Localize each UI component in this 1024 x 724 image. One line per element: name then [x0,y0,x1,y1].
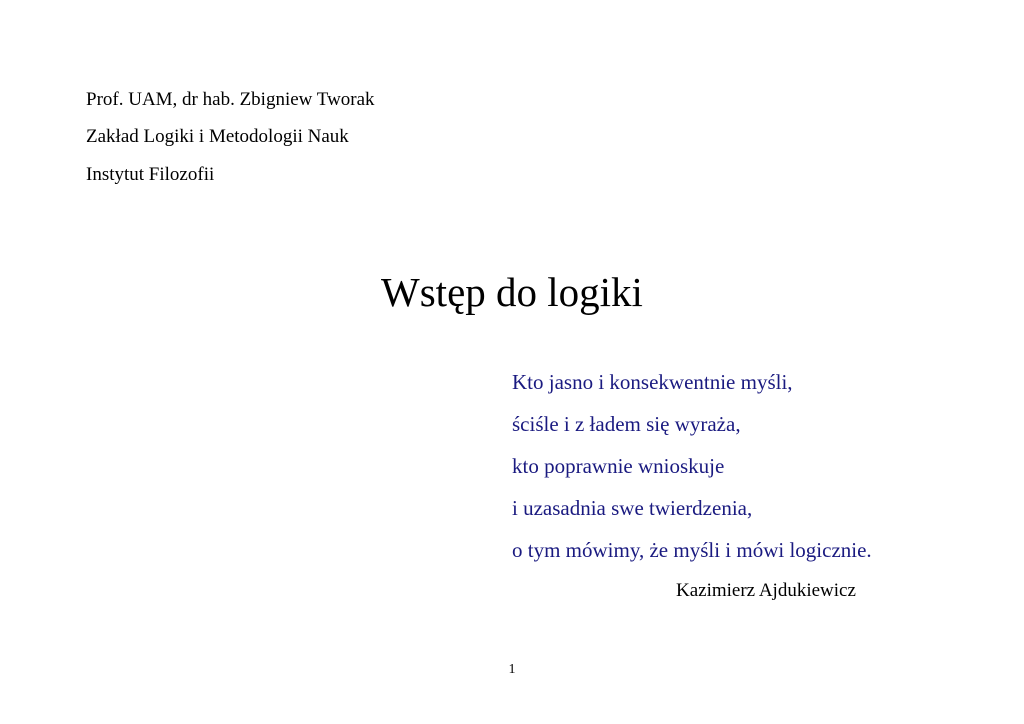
page-number: 1 [508,662,516,677]
epigraph-line: ściśle i z ładem się wyraża, [512,412,741,436]
epigraph-line: i uzasadnia swe twierdzenia, [512,496,753,520]
author-line: Prof. UAM, dr hab. Zbigniew Tworak [86,89,375,110]
institute-line: Instytut Filozofii [86,164,215,185]
document-title: Wstęp do logiki [381,269,643,315]
epigraph-line: o tym mówimy, że myśli i mówi logicznie. [512,538,872,562]
epigraph-line: Kto jasno i konsekwentnie myśli, [512,370,793,394]
epigraph-author: Kazimierz Ajdukiewicz [676,580,856,601]
epigraph-line: kto poprawnie wnioskuje [512,454,725,478]
department-line: Zakład Logiki i Metodologii Nauk [86,126,349,147]
